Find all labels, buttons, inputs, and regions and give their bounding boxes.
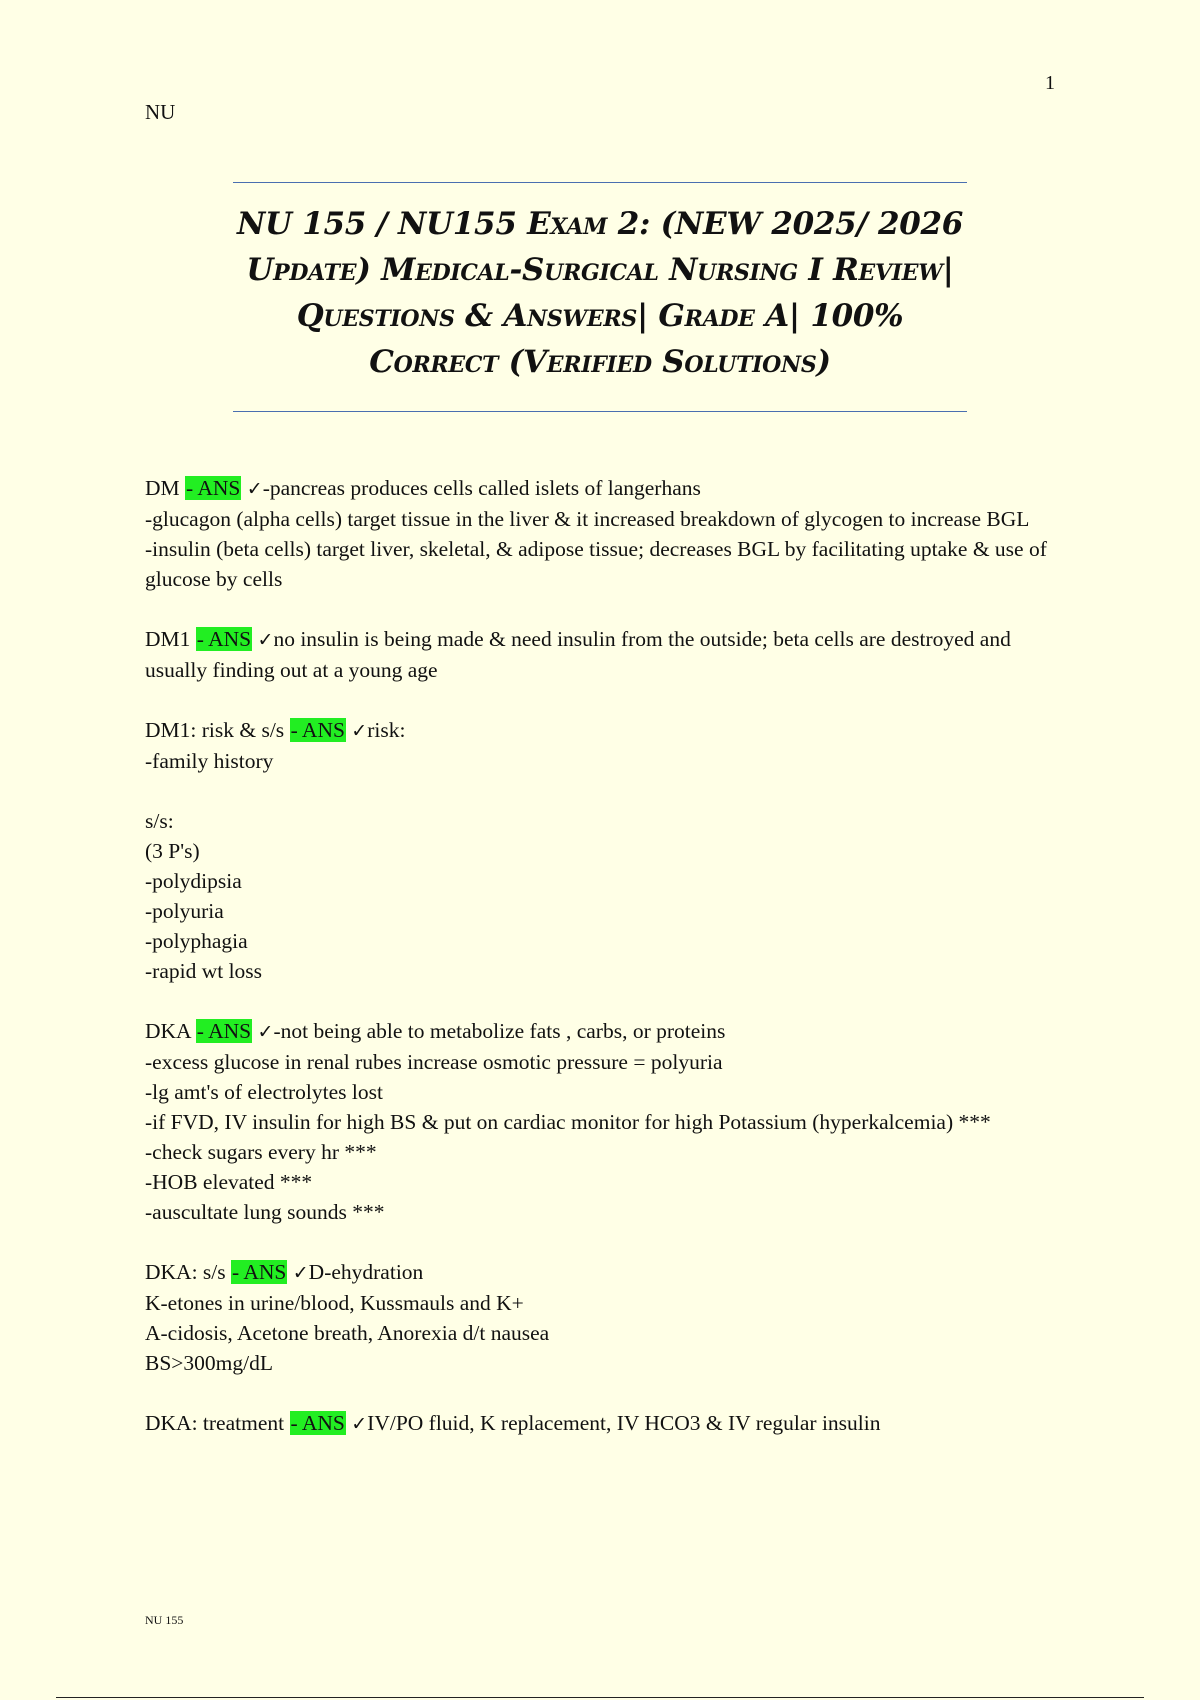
answer-line: -rapid wt loss (145, 959, 263, 983)
blank-line (145, 776, 1065, 806)
qa-question-line (145, 624, 1065, 685)
answer-line: -insulin (beta cells) target liver, skeletal, & adipose tissue; decreases BGL by facilitating uptake & use of glucose by cells (145, 537, 1047, 591)
answer-line: -excess glucose in renal rubes increase osmotic pressure = polyuria (145, 1050, 723, 1074)
answer-line: -glucagon (alpha cells) target tissue in the liver & it increased breakdown of glycogen to increase BGL (145, 507, 1030, 531)
answer-text: IV/PO fluid, K replacement, IV HCO3 & IV regular insulin (367, 1411, 881, 1435)
running-footer: NU 155 (145, 1613, 184, 1627)
answer-marker: - ANS (290, 1411, 345, 1435)
answer-marker: - ANS (196, 1019, 252, 1043)
qa-item (145, 624, 1065, 685)
title-line: Update) Medical-Surgical Nursing I Review| (246, 252, 954, 288)
answer-text: -pancreas produces cells called islets of langerhans (262, 476, 701, 500)
qa-question-line (145, 715, 1065, 746)
title-line: NU 155 / NU155 Exam 2: (NEW 2025/ 2026 (236, 206, 964, 242)
question-term: DKA (145, 1019, 191, 1043)
answer-line: (3 P's) (145, 839, 200, 863)
answer-line: -auscultate lung sounds *** (145, 1200, 385, 1224)
qa-item (145, 1016, 1065, 1227)
qa-item (145, 1257, 1065, 1378)
answer-marker: - ANS (232, 1260, 287, 1284)
question-term: DM1: risk & s/s (145, 718, 285, 742)
answer-marker: - ANS (290, 718, 345, 742)
answer-line: -polyphagia (145, 929, 248, 953)
title-line: Correct (Verified Solutions) (369, 344, 831, 380)
footer-rule (56, 1697, 1144, 1698)
answer-line: -polyuria (145, 899, 224, 923)
check-icon: ✓ (351, 1413, 368, 1435)
check-icon: ✓ (246, 478, 263, 500)
answer-line: -HOB elevated *** (145, 1170, 313, 1194)
answer-text: no insulin is being made & need insulin from the outside; beta cells are destroyed and usually finding out at a young age (145, 627, 1011, 682)
qa-question-line (145, 1016, 1065, 1047)
qa-question-line (145, 1408, 1065, 1439)
answer-line: BS>300mg/dL (145, 1351, 274, 1375)
document-title (233, 182, 967, 412)
question-term: DM1 (145, 627, 191, 651)
answer-line: A-cidosis, Acetone breath, Anorexia d/t nausea (145, 1321, 550, 1345)
page-number: 1 (1045, 72, 1055, 94)
answer-text: -not being able to metabolize fats , carbs, or proteins (273, 1019, 726, 1043)
answer-marker: - ANS (196, 627, 252, 651)
running-header: NU (145, 100, 176, 124)
answer-line: -family history (145, 749, 274, 773)
qa-item (145, 715, 1065, 986)
check-icon: ✓ (351, 720, 368, 742)
answer-line: -polydipsia (145, 869, 242, 893)
qa-list (145, 473, 1065, 1469)
qa-question-line (145, 1257, 1065, 1288)
answer-line: -check sugars every hr *** (145, 1140, 377, 1164)
question-term: DKA: treatment (145, 1411, 285, 1435)
qa-item (145, 473, 1065, 594)
check-icon: ✓ (257, 1021, 274, 1043)
check-icon: ✓ (292, 1262, 309, 1284)
answer-marker: - ANS (186, 476, 241, 500)
title-line: Questions & Answers| Grade A| 100% (296, 298, 904, 334)
answer-line: -if FVD, IV insulin for high BS & put on cardiac monitor for high Potassium (hyperkalcemia) *** (145, 1110, 991, 1134)
question-term: DKA: s/s (145, 1260, 226, 1284)
qa-question-line (145, 473, 1065, 504)
check-icon: ✓ (257, 629, 274, 651)
answer-text: D-ehydration (308, 1260, 424, 1284)
answer-line: s/s: (145, 809, 174, 833)
answer-line: K-etones in urine/blood, Kussmauls and K+ (145, 1291, 524, 1315)
qa-item (145, 1408, 1065, 1439)
answer-line: -lg amt's of electrolytes lost (145, 1080, 383, 1104)
answer-text: risk: (367, 718, 406, 742)
question-term: DM (145, 476, 180, 500)
